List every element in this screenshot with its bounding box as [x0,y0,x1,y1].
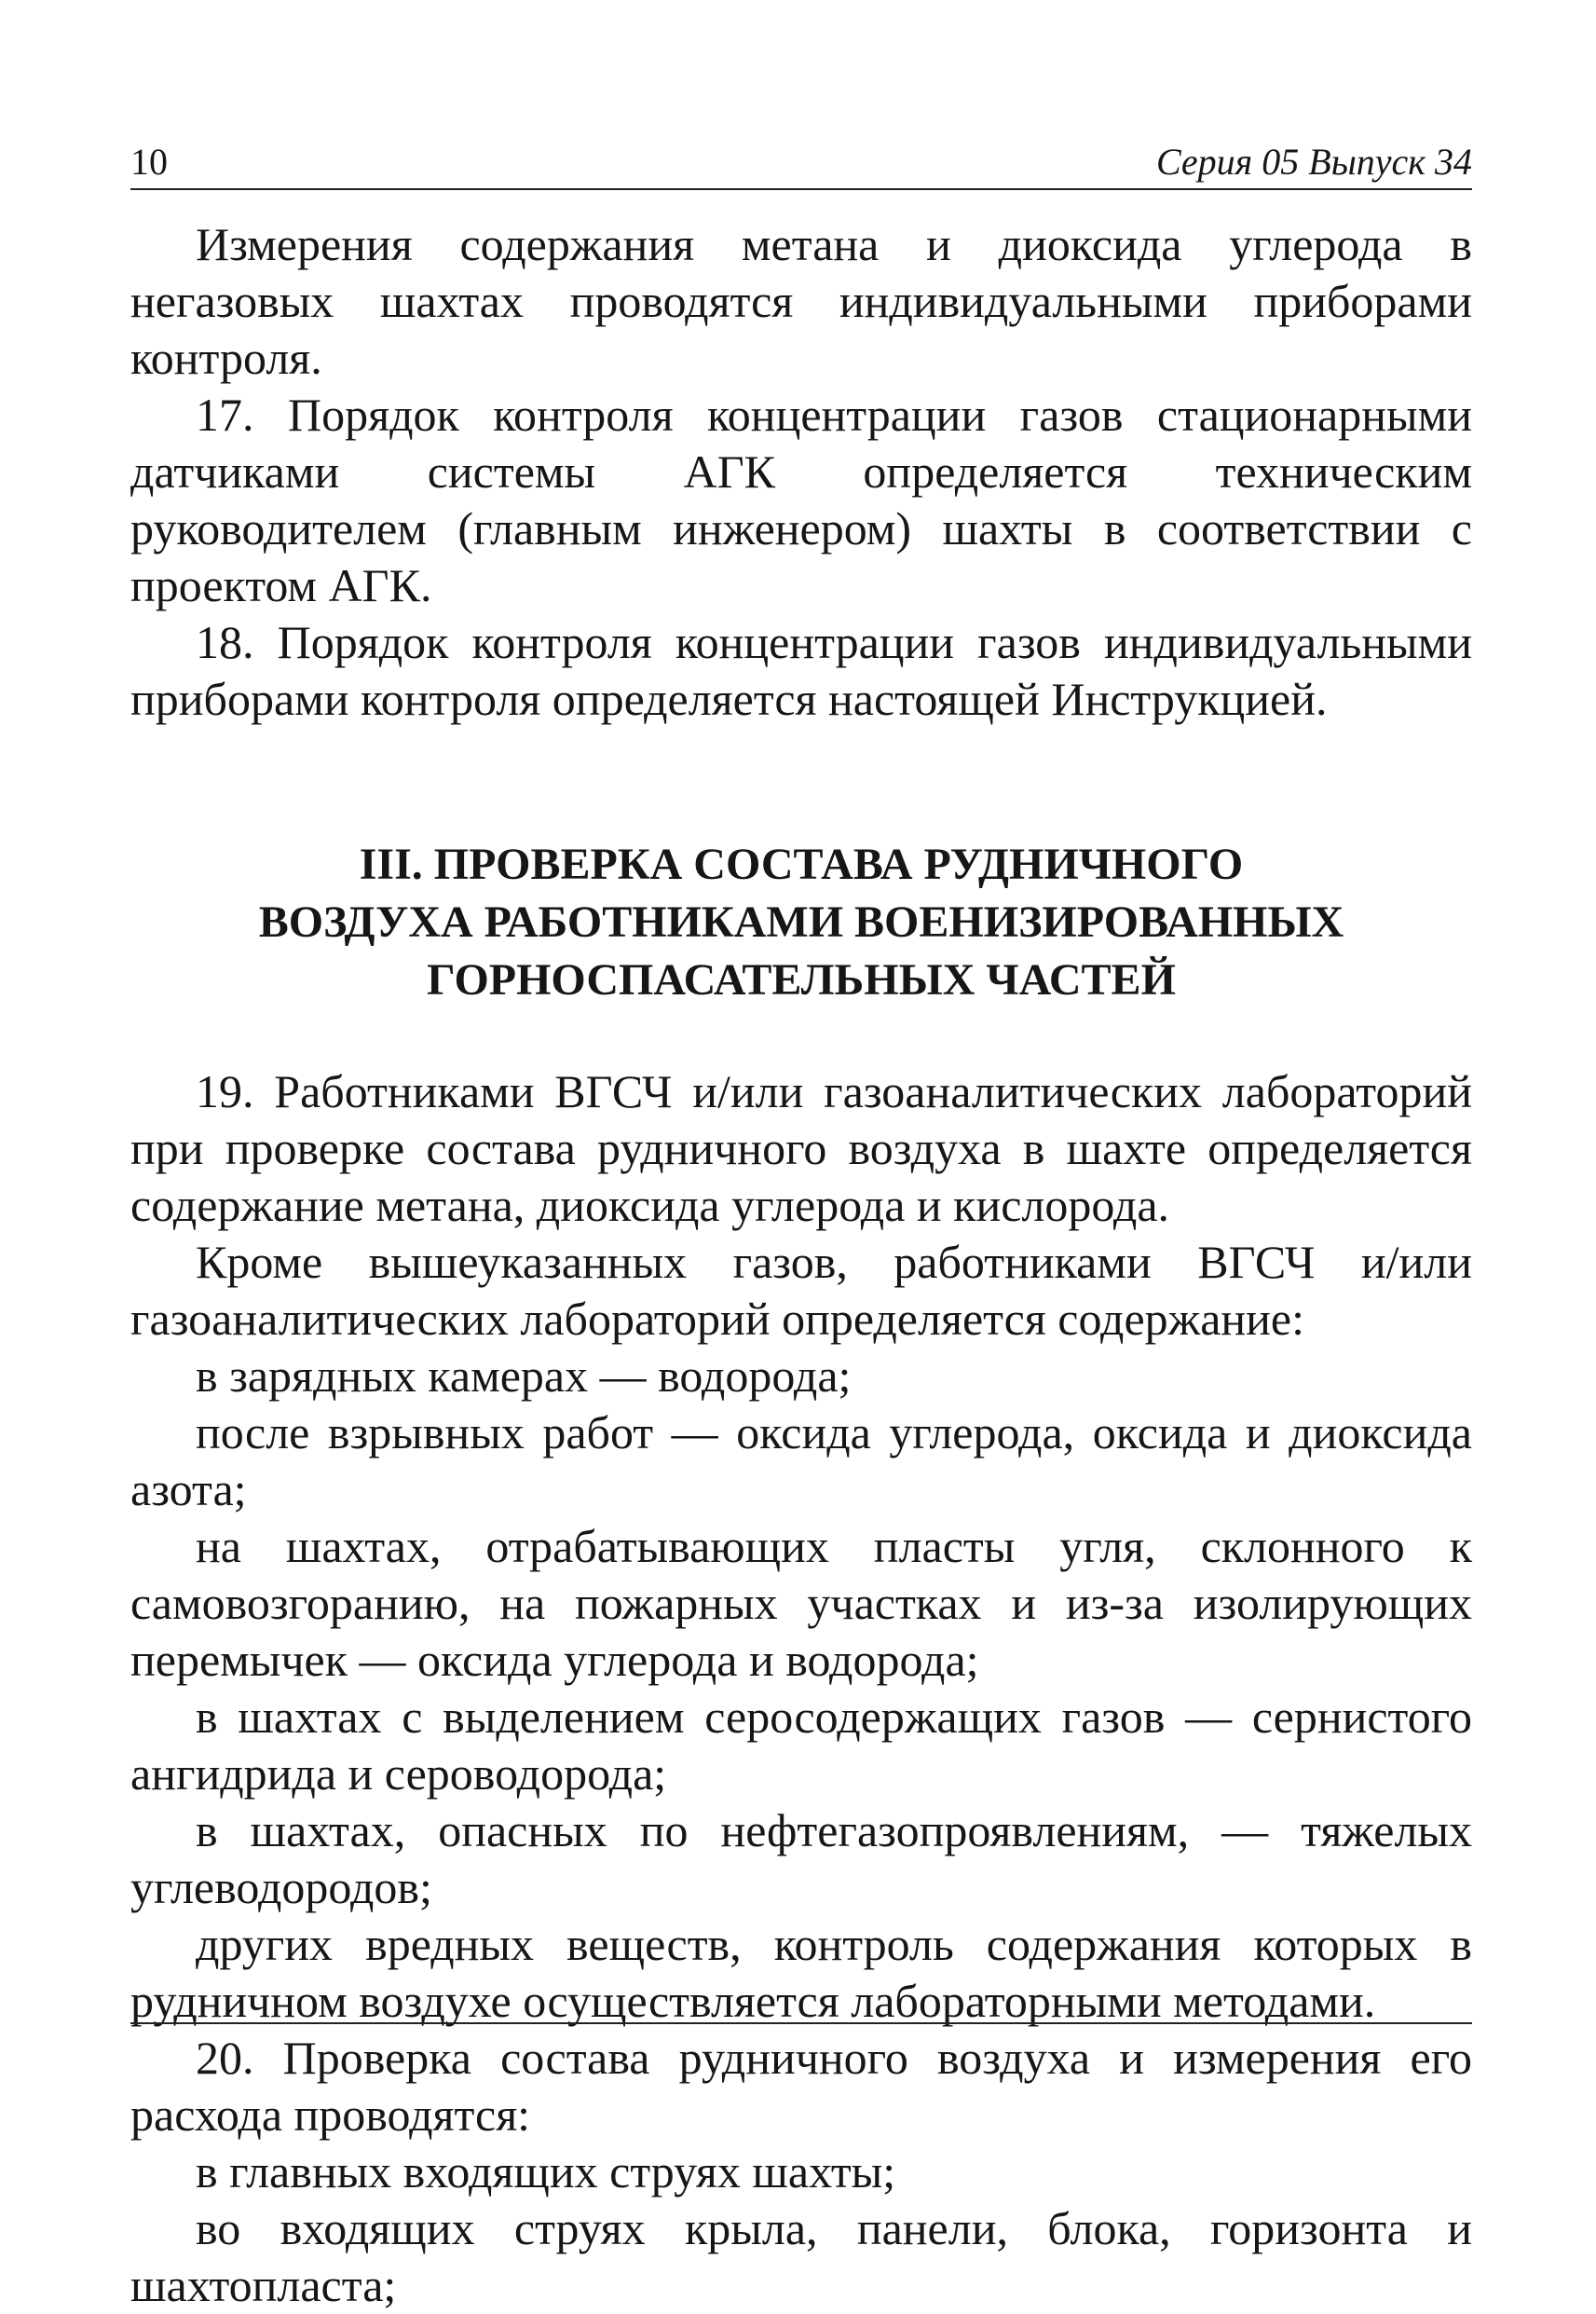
section-heading-line: ГОРНОСПАСАТЕЛЬНЫХ ЧАСТЕЙ [427,955,1176,1005]
paragraph: Измерения содержания метана и диоксида углерода в негазовых шахтах проводятся индивидуальными приборами контроля. [130,218,1472,384]
paragraph: других вредных веществ, контроль содержания которых в рудничном воздухе осуществляется лабораторными методами. [130,1918,1472,2027]
series-label: Серия 05 Выпуск 34 [1155,141,1472,183]
paragraph: во входящих струях крыла, панели, блока, горизонта и шахтопласта; [130,2202,1472,2311]
body-text-before [130,216,1472,728]
section-heading-line: ВОЗДУХА РАБОТНИКАМИ ВОЕНИЗИРОВАННЫХ [258,897,1344,947]
paragraph: после взрывных работ — оксида углерода, оксида и диоксида азота; [130,1406,1472,1515]
paragraph: Кроме вышеуказанных газов, работниками ВГСЧ и/или газоаналитических лабораторий определяется содержание: [130,1236,1472,1345]
paragraph: 19. Работниками ВГСЧ и/или газоаналитических лабораторий при проверке состава рудничного воздуха в шахте определяется содержание метана, диоксида углерода и кислорода. [130,1065,1472,1231]
paragraph: 18. Порядок контроля концентрации газов индивидуальными приборами контроля определяется настоящей Инструкцией. [130,616,1472,725]
paragraph: 20. Проверка состава рудничного воздуха и измерения его расхода проводятся: [130,2032,1472,2141]
paragraph: в шахтах, опасных по нефтегазопроявлениям, — тяжелых углеводородов; [130,1804,1472,1913]
paragraph: в шахтах с выделением серосодержащих газов — сернистого ангидрида и сероводорода; [130,1691,1472,1800]
section-heading-line: III. ПРОВЕРКА СОСТАВА РУДНИЧНОГО [359,840,1244,889]
page-header [130,140,1472,190]
paragraph: 17. Порядок контроля концентрации газов стационарными датчиками системы АГК определяется техническим руководителем (главным инженером) шахты в соответствии с проектом АГК. [130,389,1472,611]
footer-rule [130,2022,1472,2024]
body-text-after [130,1063,1472,2314]
section-heading [130,836,1472,1009]
page-number: 10 [130,141,168,183]
document-page [130,140,1472,2314]
paragraph: на шахтах, отрабатывающих пласты угля, склонного к самовозгоранию, на пожарных участках и из-за изолирующих перемычек — оксида углерода и водорода; [130,1520,1472,1686]
paragraph: в главных входящих струях шахты; [196,2145,896,2198]
paragraph: в зарядных камерах — водорода; [196,1349,852,1402]
